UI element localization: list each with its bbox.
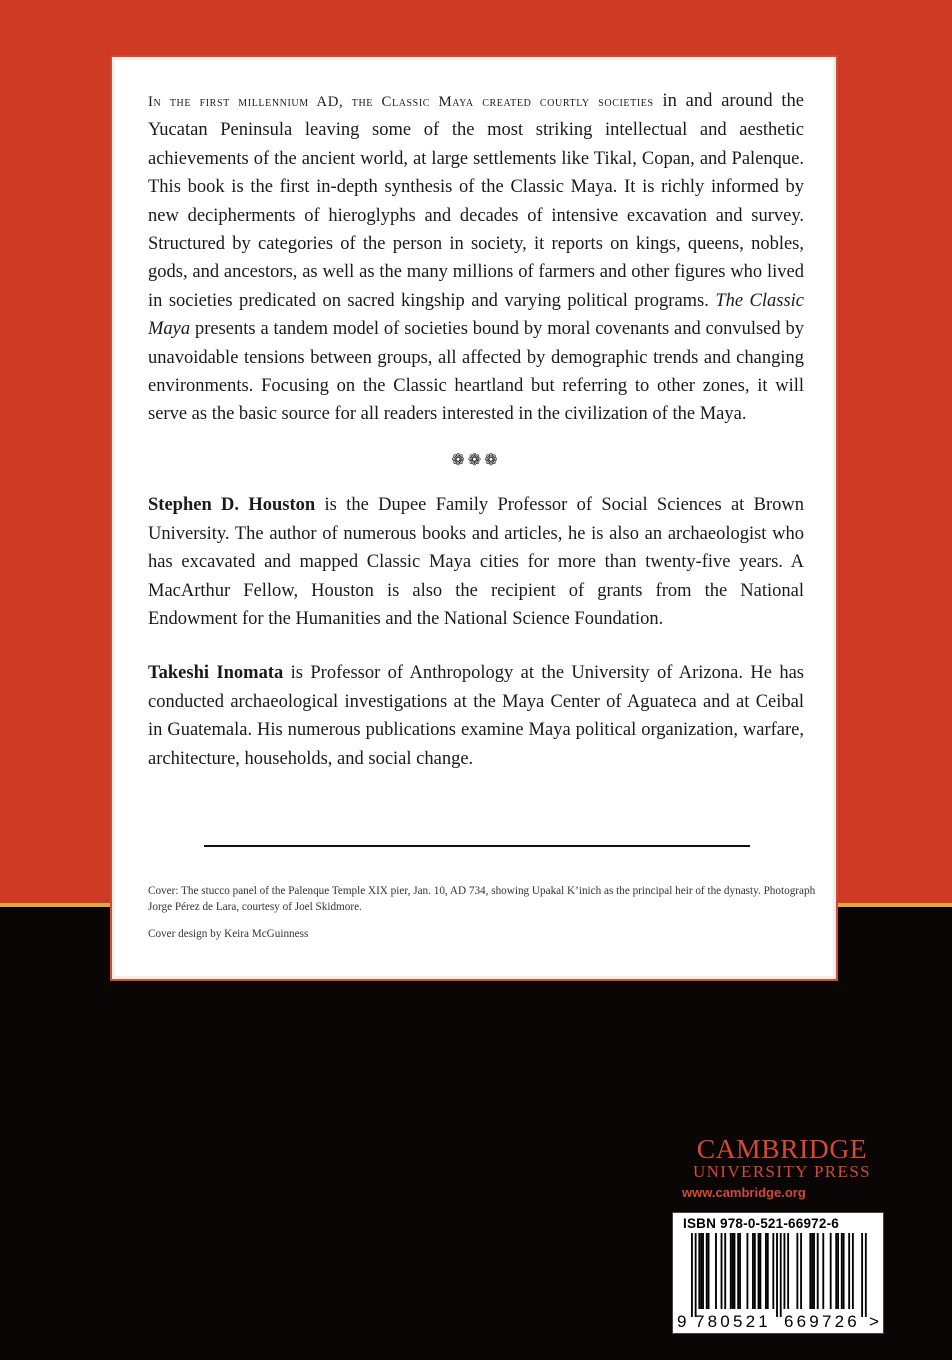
barcode-bar xyxy=(822,1233,824,1309)
book-title-italic: The Classic Maya xyxy=(148,290,804,340)
barcode-bar xyxy=(708,1233,710,1309)
barcode-bar xyxy=(837,1233,839,1309)
barcode-bar xyxy=(698,1233,700,1309)
barcode-bar xyxy=(765,1233,767,1309)
barcode-bar xyxy=(752,1233,754,1309)
author-name: Stephen D. Houston xyxy=(148,495,316,516)
barcode-bar xyxy=(724,1233,726,1309)
barcode-bar xyxy=(700,1233,702,1309)
barcode-graphic xyxy=(673,1213,883,1333)
barcode-bar xyxy=(772,1233,774,1309)
book-description xyxy=(148,87,804,429)
barcode-bar xyxy=(721,1233,723,1309)
horizontal-rule xyxy=(204,845,750,847)
barcode-bar xyxy=(767,1233,769,1309)
isbn-label: ISBN 978-0-521-66972-6 xyxy=(683,1216,839,1231)
barcode-bar xyxy=(830,1233,832,1309)
author-bio-houston xyxy=(148,491,804,633)
panel-content xyxy=(148,87,804,773)
text-panel xyxy=(110,55,838,981)
barcode-bar xyxy=(706,1233,708,1309)
barcode-bar xyxy=(695,1233,697,1317)
barcode-bar xyxy=(734,1233,736,1309)
ornament-divider: ❁❁❁ xyxy=(451,451,501,469)
barcode-bar xyxy=(737,1233,739,1309)
barcode-bar xyxy=(848,1233,850,1309)
barcode-bar xyxy=(739,1233,741,1309)
barcode-bar xyxy=(811,1233,813,1309)
barcode-bar xyxy=(776,1233,778,1317)
author-bio-text: is Professor of Anthropology at the University of Arizona. He has conducted archaeological investigations at the Maya Center of Aguateca and at Ceibal in Guatemala. His numerous publications examine Maya political organization, warfare, architecture, households, and social change. xyxy=(148,663,804,769)
barcode-bar xyxy=(758,1233,760,1309)
barcode-bar xyxy=(809,1233,811,1309)
barcode-end-mark: > xyxy=(869,1312,879,1331)
isbn-barcode xyxy=(672,1212,884,1334)
barcode-digit-first: 9 xyxy=(677,1312,687,1331)
barcode-bar xyxy=(835,1233,837,1309)
author-bio-text: is the Dupee Family Professor of Social Sciences at Brown University. The author of numerous books and articles, he is also an archaeologist who has excavated and mapped Classic Maya cities for more than twenty-five years. A MacArthur Fellow, Houston is also the recipient of grants from the National Endowment for the Humanities and the National Science Foundation. xyxy=(148,495,805,629)
cover-design-credit: Cover design by Keira McGuinness xyxy=(148,927,309,940)
barcode-bar xyxy=(800,1233,802,1309)
barcode-digits-right: 669726 xyxy=(784,1312,860,1331)
barcode-bar xyxy=(843,1233,845,1309)
barcode-bar xyxy=(787,1233,789,1309)
barcode-bar xyxy=(747,1233,749,1309)
cover-photo-credit: Cover: The stucco panel of the Palenque Temple XIX pier, Jan. 10, AD 734, showing Upakal K’inich as the principal heir of the dynasty. Photograph Jorge Pérez de Lara, courtesy of Joel Skidmore. xyxy=(148,885,816,914)
barcode-bar xyxy=(817,1233,819,1309)
barcode-bar xyxy=(730,1233,732,1309)
publisher-url: www.cambridge.org xyxy=(682,1185,806,1200)
barcode-bar xyxy=(691,1233,693,1317)
description-text-1: in and around the Yucatan Peninsula leaving some of the most striking intellectual and aesthetic achievements of the ancient world, at large settlements like Tikal, Copan, and Palenque. This book is the first in-depth synthesis of the Classic Maya. It is richly informed by new decipherments of hieroglyphs and decades of intensive excavation and survey. Structured by categories of the person in society, it reports on kings, queens, nobles, gods, and ancestors, as well as the many millions of farmers and other figures who lived in societies predicated on sacred kingship and varying political programs. xyxy=(148,91,804,311)
author-bio-inomata xyxy=(148,659,804,773)
description-lead: In the first millennium AD, the Classic Maya created courtly societies xyxy=(148,94,654,110)
barcode-bar xyxy=(796,1233,798,1309)
barcode-bar xyxy=(865,1233,867,1317)
barcode-bar xyxy=(841,1233,843,1309)
publisher-subtitle: UNIVERSITY PRESS xyxy=(692,1162,872,1181)
description-text-2: presents a tandem model of societies bound by moral covenants and convulsed by unavoidable tensions between groups, all affected by demographic trends and changing environments. Focusing on the Classic heartland but referring to other zones, it will serve as the basic source for all readers interested in the civilization of the Maya. xyxy=(148,319,804,425)
barcode-bar xyxy=(732,1233,734,1309)
barcode-digits-left: 780521 xyxy=(695,1312,771,1331)
barcode-bar xyxy=(813,1233,815,1309)
barcode-bar xyxy=(852,1233,854,1309)
barcode-bar xyxy=(754,1233,756,1309)
barcode-bar xyxy=(702,1233,704,1309)
barcode-bar xyxy=(780,1233,782,1317)
publisher-logo xyxy=(676,1134,888,1202)
barcode-bar xyxy=(784,1233,786,1309)
author-name: Takeshi Inomata xyxy=(148,663,284,684)
publisher-name: CAMBRIDGE xyxy=(696,1133,868,1164)
barcode-bars xyxy=(691,1233,867,1317)
barcode-bar xyxy=(759,1233,761,1309)
cover-credits xyxy=(148,883,818,942)
barcode-bar xyxy=(861,1233,863,1317)
barcode-bar xyxy=(715,1233,717,1309)
